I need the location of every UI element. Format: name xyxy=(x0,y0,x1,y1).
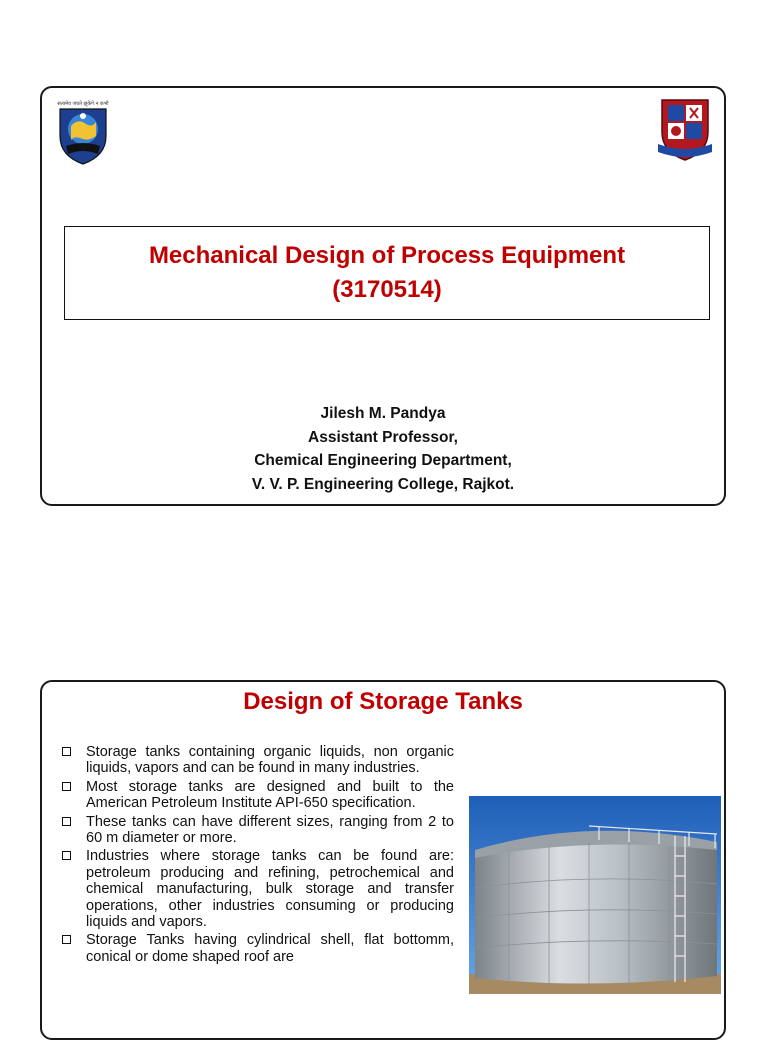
list-item: Storage tanks containing organic liquids, non organic liquids, vapors and can be found in many industries. xyxy=(60,744,454,777)
author-block xyxy=(42,402,724,496)
list-item: Industries where storage tanks can be found are: petroleum producing and refining, petrochemical and chemical manufacturing, bulk storage and transfer operations, other industries consuming or producing liquids and vapors. xyxy=(60,848,454,930)
checkbox-bullet-icon xyxy=(62,747,71,756)
list-item: These tanks can have different sizes, ranging from 2 to 60 m diameter or more. xyxy=(60,814,454,847)
course-title-box xyxy=(64,226,710,320)
slide-title: Design of Storage Tanks xyxy=(243,688,523,715)
bullet-list xyxy=(60,744,454,967)
course-title: Mechanical Design of Process Equipment xyxy=(148,242,626,269)
emblem-motto: सत्यमेव जयते झुकेंगे न कभी xyxy=(57,101,109,107)
university-emblem-icon xyxy=(52,96,114,166)
author-designation: Assistant Professor, xyxy=(308,428,458,446)
checkbox-bullet-icon xyxy=(62,935,71,944)
list-item: Storage Tanks having cylindrical shell, flat bottomm, conical or dome shaped roof are xyxy=(60,932,454,965)
storage-tank-photo-icon xyxy=(469,796,721,994)
author-college: V. V. P. Engineering College, Rajkot. xyxy=(251,475,515,493)
checkbox-bullet-icon xyxy=(62,782,71,791)
author-name: Jilesh M. Pandya xyxy=(320,405,446,422)
course-code: (3170514) xyxy=(332,276,442,303)
list-item: Most storage tanks are designed and built to the American Petroleum Institute API-650 specification. xyxy=(60,779,454,812)
author-department: Chemical Engineering Department, xyxy=(254,452,512,469)
title-slide xyxy=(40,86,726,506)
gtu-shield-logo-icon xyxy=(654,94,716,164)
storage-tanks-slide xyxy=(40,680,726,1040)
checkbox-bullet-icon xyxy=(62,851,71,860)
checkbox-bullet-icon xyxy=(62,817,71,826)
